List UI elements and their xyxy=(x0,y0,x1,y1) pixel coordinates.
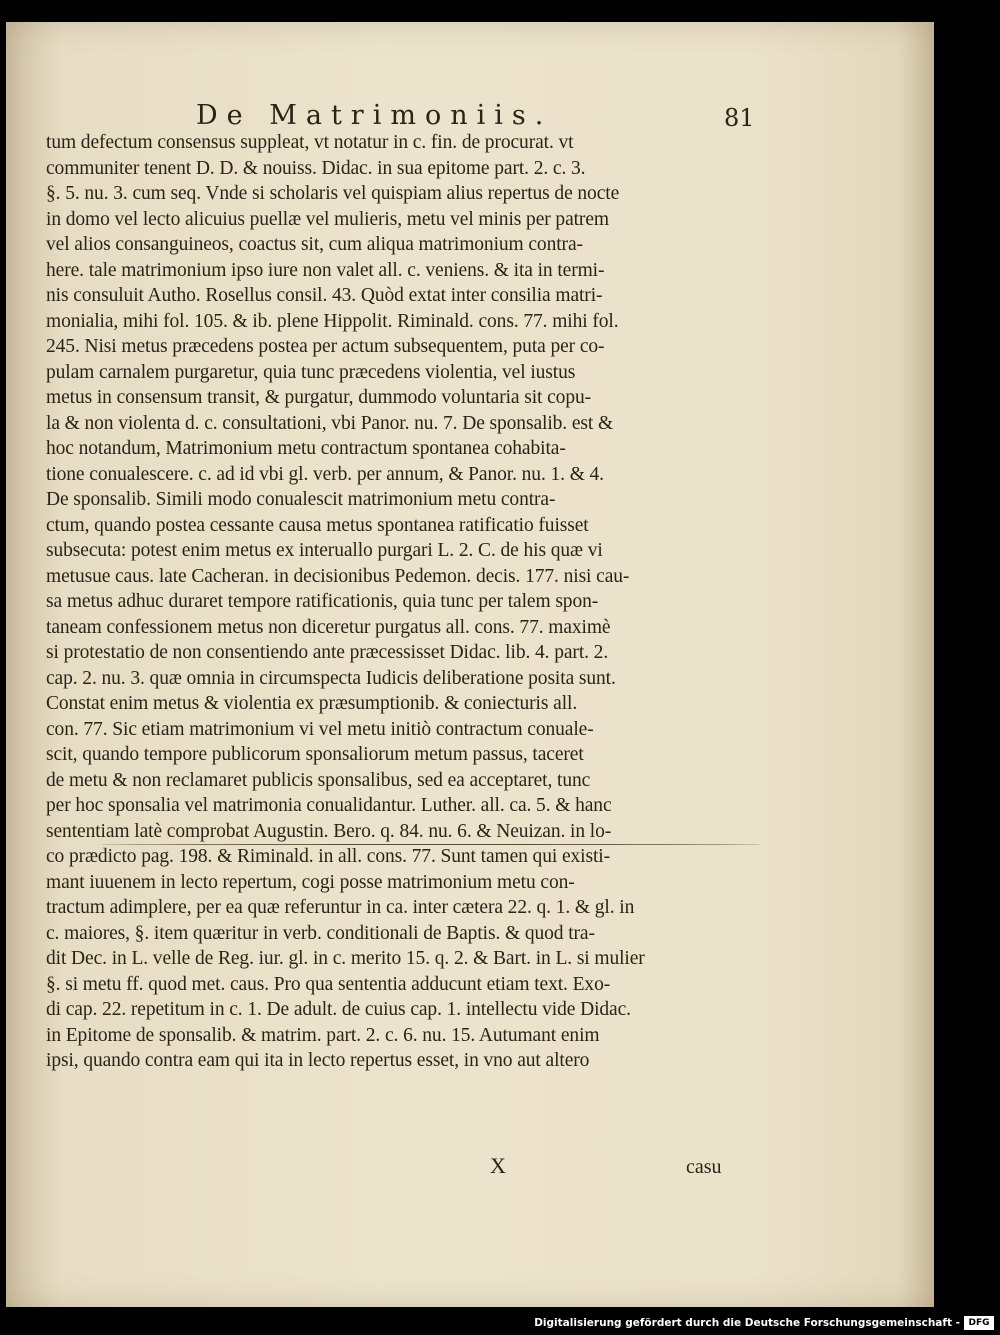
text-line: ctum, quando postea cessante causa metus spontanea ratificatio fuisset xyxy=(46,514,589,536)
text-line: monialia, mihi fol. 105. & ib. plene Hippolit. Riminald. cons. 77. mihi fol. xyxy=(46,310,619,332)
text-line: con. 77. Sic etiam matrimonium vi vel metu initiò contractum conuale- xyxy=(46,718,594,740)
text-line: sententiam latè comprobat Augustin. Bero. q. 84. nu. 6. & Neuizan. in lo- xyxy=(46,820,612,842)
dfg-logo-icon: DFG xyxy=(964,1316,994,1330)
text-line: cap. 2. nu. 3. quæ omnia in circumspecta Iudicis deliberatione posita sunt. xyxy=(46,667,616,689)
text-line: tione conualescere. c. ad id vbi gl. verb. per annum, & Panor. nu. 1. & 4. xyxy=(46,463,604,485)
text-line: here. tale matrimonium ipso iure non valet all. c. veniens. & ita in termi- xyxy=(46,259,605,281)
text-line: Constat enim metus & violentia ex præsumptionib. & coniecturis all. xyxy=(46,693,578,714)
page-number: 81 xyxy=(724,104,755,132)
text-line: in Epitome de sponsalib. & matrim. part. 2. c. 6. nu. 15. Autumant enim xyxy=(46,1024,600,1046)
catchword: casu xyxy=(686,1156,722,1178)
digitization-footer xyxy=(0,1307,1000,1335)
text-line: 245. Nisi metus præcedens postea per actum subsequentem, puta per co- xyxy=(46,336,605,357)
handwritten-underline xyxy=(101,844,761,846)
signature-mark: X xyxy=(490,1153,506,1178)
text-line: taneam confessionem metus non diceretur purgatus all. cons. 77. maximè xyxy=(46,616,611,638)
text-line: §. si metu ff. quod met. caus. Pro qua sententia adducunt etiam text. Exo- xyxy=(46,973,611,995)
text-line: per hoc sponsalia vel matrimonia conualidantur. Luther. all. ca. 5. & hanc xyxy=(46,795,612,816)
text-line: mant iuuenem in lecto repertum, cogi posse matrimonium metu con- xyxy=(46,871,575,893)
text-line: de metu & non reclamaret publicis sponsalibus, sed ea acceptaret, tunc xyxy=(46,769,591,791)
text-line: tum defectum consensus suppleat, vt notatur in c. fin. de procurat. vt xyxy=(46,132,574,153)
text-line: metus in consensum transit, & purgatur, dummodo voluntaria sit copu- xyxy=(46,387,592,408)
text-line: dit Dec. in L. velle de Reg. iur. gl. in c. merito 15. q. 2. & Bart. in L. si mulier xyxy=(46,948,645,969)
text-line: communiter tenent D. D. & nouiss. Didac. in sua epitome part. 2. c. 3. xyxy=(46,157,586,179)
body-text xyxy=(46,130,766,1074)
text-line: hoc notandum, Matrimonium metu contractum spontanea cohabita- xyxy=(46,438,566,459)
text-line: pulam carnalem purgaretur, quia tunc præcedens violentia, vel iustus xyxy=(46,361,576,383)
text-line: c. maiores, §. item quæritur in verb. conditionali de Baptis. & quod tra- xyxy=(46,922,595,944)
text-line: metusue caus. late Cacheran. in decisionibus Pedemon. decis. 177. nisi cau- xyxy=(46,565,630,587)
text-line: nis consuluit Autho. Rosellus consil. 43. Quòd extat inter consilia matri- xyxy=(46,285,603,306)
text-line: De sponsalib. Simili modo conualescit matrimonium metu contra- xyxy=(46,489,556,510)
text-line: tractum adimplere, per ea quæ referuntur in ca. inter cætera 22. q. 1. & gl. in xyxy=(46,897,635,918)
text-line: in domo vel lecto alicuius puellæ vel mulieris, metu vel minis per patrem xyxy=(46,208,609,230)
text-line: la & non violenta d. c. consultationi, vbi Panor. nu. 7. De sponsalib. est & xyxy=(46,412,614,434)
text-line: §. 5. nu. 3. cum seq. Vnde si scholaris vel quispiam alius repertus de nocte xyxy=(46,183,620,204)
text-line: di cap. 22. repetitum in c. 1. De adult. de cuius cap. 1. intellectu vide Didac. xyxy=(46,999,631,1020)
text-line: scit, quando tempore publicorum sponsaliorum metum passus, taceret xyxy=(46,744,584,765)
text-line: co prædicto pag. 198. & Riminald. in all. cons. 77. Sunt tamen qui existi- xyxy=(46,846,610,867)
running-head: De Matrimoniis. xyxy=(196,100,553,131)
text-line: vel alios consanguineos, coactus sit, cum aliqua matrimonium contra- xyxy=(46,234,583,255)
text-line: ipsi, quando contra eam qui ita in lecto repertus esset, in vno aut altero xyxy=(46,1050,590,1071)
text-line: si protestatio de non consentiendo ante præcessisset Didac. lib. 4. part. 2. xyxy=(46,642,609,663)
book-page xyxy=(6,22,934,1307)
text-line: sa metus adhuc duraret tempore ratificationis, quia tunc per talem spon- xyxy=(46,591,599,612)
text-line: subsecuta: potest enim metus ex interuallo purgari L. 2. C. de his quæ vi xyxy=(46,540,603,561)
footer-credit: Digitalisierung gefördert durch die Deutsche Forschungsgemeinschaft - xyxy=(534,1317,960,1329)
